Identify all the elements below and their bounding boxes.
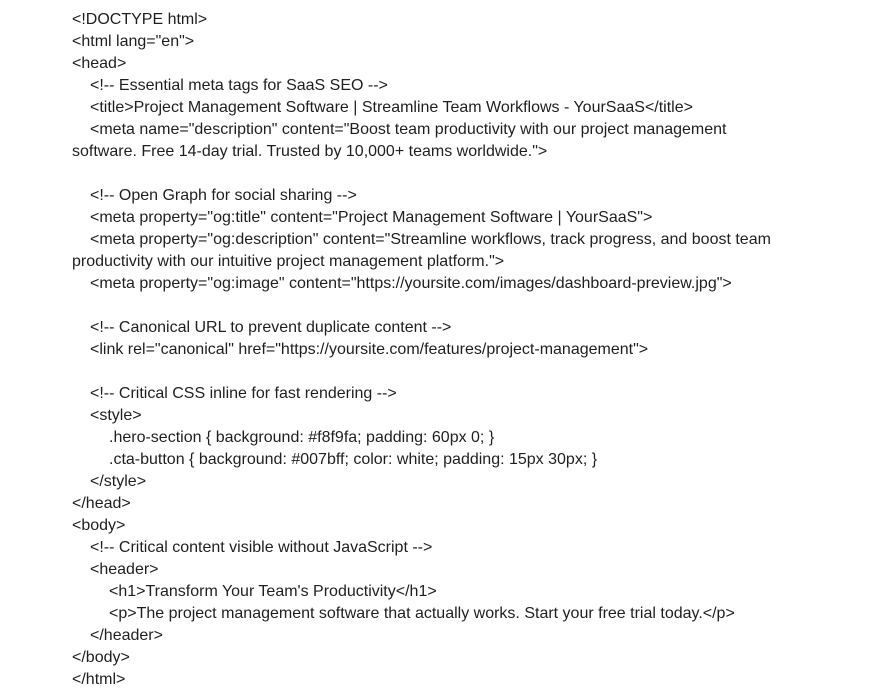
- code-line: <!-- Canonical URL to prevent duplicate content -->: [90, 319, 452, 336]
- blank-line: [72, 361, 812, 383]
- code-line: .cta-button { background: #007bff; color: white; padding: 15px 30px; }: [109, 451, 598, 468]
- code-line: <head>: [72, 55, 127, 72]
- code-line: </body>: [72, 649, 130, 666]
- code-line: .hero-section { background: #f8f9fa; padding: 60px 0; }: [109, 429, 495, 446]
- code-line: <meta property="og:image" content="https://yoursite.com/images/dashboard-preview.jpg">: [90, 275, 732, 292]
- code-line: software. Free 14-day trial. Trusted by 10,000+ teams worldwide.">: [72, 143, 548, 160]
- blank-line: [72, 295, 812, 317]
- code-line: </header>: [90, 627, 163, 644]
- code-line: <style>: [90, 407, 142, 424]
- code-line: </html>: [72, 671, 126, 688]
- code-line: <meta property="og:title" content="Project Management Software | YourSaaS">: [90, 209, 653, 226]
- blank-line: [72, 163, 812, 185]
- code-document: [72, 9, 812, 691]
- code-line: productivity with our intuitive project management platform.">: [72, 253, 505, 270]
- code-line: <h1>Transform Your Team's Productivity</h1>: [109, 583, 437, 600]
- code-line: <!-- Critical content visible without JavaScript -->: [90, 539, 433, 556]
- code-line: <!-- Open Graph for social sharing -->: [90, 187, 357, 204]
- code-line: <!-- Essential meta tags for SaaS SEO -->: [90, 77, 388, 94]
- code-line: <header>: [90, 561, 159, 578]
- code-line: <!-- Critical CSS inline for fast rendering -->: [90, 385, 397, 402]
- code-line: <title>Project Management Software | Streamline Team Workflows - YourSaaS</title>: [90, 99, 693, 116]
- code-line: <p>The project management software that actually works. Start your free trial today.</p>: [109, 605, 735, 622]
- code-line: </head>: [72, 495, 131, 512]
- code-line: <meta name="description" content="Boost team productivity with our project management: [90, 121, 727, 138]
- code-line: <html lang="en">: [72, 33, 195, 50]
- code-line: <link rel="canonical" href="https://yoursite.com/features/project-management">: [90, 341, 649, 358]
- code-line: <!DOCTYPE html>: [72, 11, 208, 28]
- code-line: <meta property="og:description" content="Streamline workflows, track progress, and boost team: [90, 231, 771, 248]
- code-line: </style>: [90, 473, 147, 490]
- code-line: <body>: [72, 517, 126, 534]
